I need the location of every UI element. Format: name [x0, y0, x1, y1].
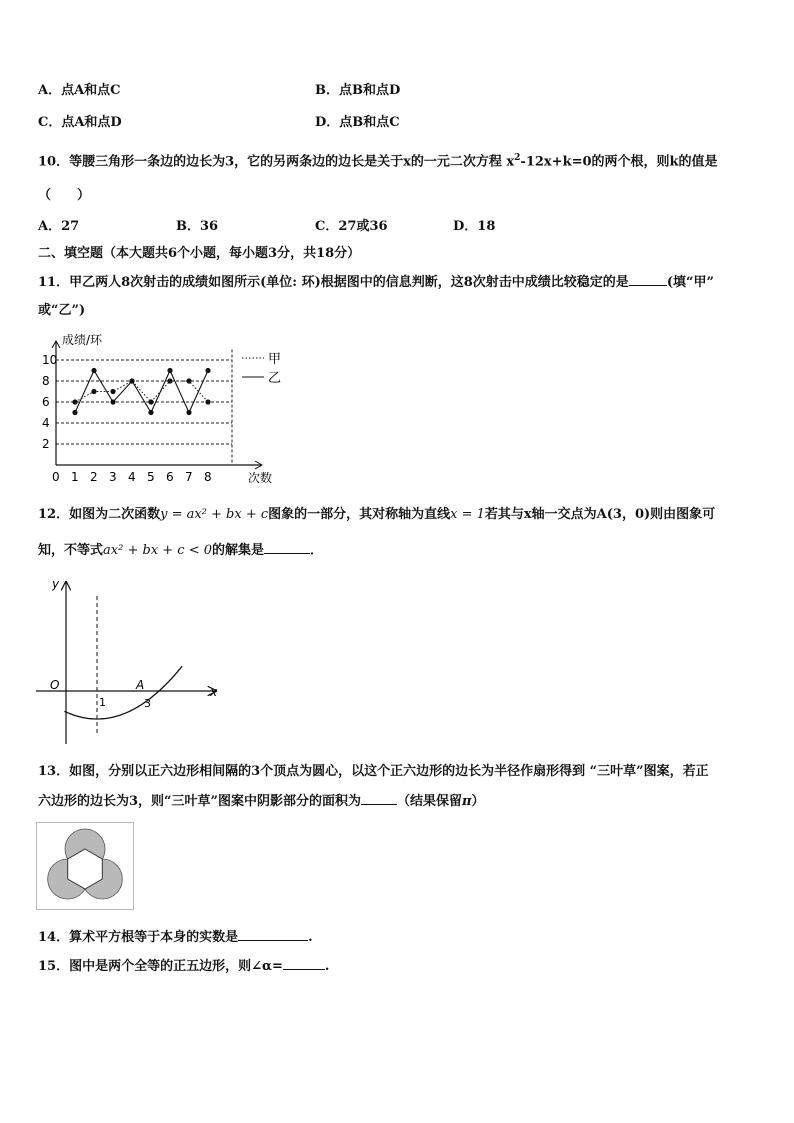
q10-option-b: B．36 — [176, 219, 219, 234]
q12-inequality: ax² + bx + c < 0 — [103, 543, 212, 558]
y-tick-label: 2 — [42, 437, 50, 451]
q14-stem: 14．算术平方根等于本身的实数是 . — [38, 927, 313, 947]
data-point-甲 — [91, 389, 96, 394]
data-point-甲 — [186, 378, 191, 383]
y-tick-label: 8 — [42, 374, 50, 388]
data-point-乙 — [186, 410, 191, 415]
q15-stem: 15．图中是两个全等的正五边形，则∠α= . — [38, 956, 329, 976]
chart-grid — [56, 350, 232, 466]
q10-answer-paren: （ ） — [38, 188, 91, 203]
y-tick-label: 6 — [42, 395, 50, 409]
chart-legend — [242, 352, 281, 386]
data-point-乙 — [205, 368, 210, 373]
q11-answer-blank[interactable] — [629, 272, 667, 286]
x-tick-label: 5 — [147, 470, 155, 484]
y-tick-label: 4 — [42, 416, 50, 430]
clover-shape — [48, 829, 123, 899]
tick-1-label: 1 — [99, 696, 106, 709]
data-point-甲 — [148, 399, 153, 404]
data-point-甲 — [110, 389, 115, 394]
legend-label-乙: 乙 — [268, 371, 282, 386]
chart-ylabel: 成绩/环 — [62, 333, 103, 347]
x-tick-label: 1 — [71, 470, 79, 484]
q9-option-c: C．点A和点D — [38, 115, 122, 130]
q12-answer-blank[interactable] — [264, 540, 310, 554]
x-tick-label: 2 — [90, 470, 98, 484]
q12-stem-line1: 12．如图为二次函数y = ax² + bx + c图象的一部分，其对称轴为直线x = 1若其与x轴一交点为A(3，0)则由图象可 — [38, 507, 716, 522]
x-tick-label: 6 — [166, 470, 174, 484]
section-heading-fill-blank: 二、填空题（本大题共6个小题，每小题3分，共18分） — [38, 246, 361, 261]
data-point-乙 — [110, 399, 115, 404]
q10-option-d: D．18 — [453, 219, 496, 234]
q13-stem-line1: 13．如图，分别以正六边形相间隔的3个顶点为圆心，以这个正六边形的边长为半径作扇形得到 “三叶草”图案，若正 — [38, 764, 709, 779]
point-a-label: A — [136, 678, 145, 692]
q11-score-chart — [36, 330, 298, 490]
q9-option-d: D．点B和点C — [315, 115, 400, 130]
legend-label-甲: 甲 — [268, 352, 282, 367]
x-tick-label: 8 — [204, 470, 212, 484]
data-point-乙 — [167, 368, 172, 373]
x-tick-label: 3 — [109, 470, 117, 484]
data-point-甲 — [72, 399, 77, 404]
data-point-甲 — [205, 399, 210, 404]
q13-stem-line2: 六边形的边长为3，则“三叶草”图案中阴影部分的面积为 （结果保留π） — [38, 791, 485, 811]
parabola-curve — [64, 666, 182, 719]
data-point-乙 — [91, 368, 96, 373]
q15-answer-blank[interactable] — [283, 956, 325, 970]
q10-stem: 10．等腰三角形一条边的边长为3，它的另两条边的边长是关于x的一元二次方程 $x^2-12x+k=0$的两个根，则k的值是 — [38, 153, 718, 170]
data-point-乙 — [148, 410, 153, 415]
y-axis-label: y — [52, 577, 60, 591]
q12-axis-equation: x = 1 — [450, 507, 485, 522]
data-point-乙 — [129, 378, 134, 383]
tick-3-label: 3 — [144, 697, 151, 710]
origin-label: O — [50, 678, 60, 692]
q12-parabola-figure — [34, 576, 224, 748]
q11-stem-line2: 或“乙”) — [38, 303, 86, 318]
q9-option-b: B．点B和点D — [315, 83, 401, 98]
chart-series — [72, 368, 210, 415]
q13-answer-blank[interactable] — [361, 791, 397, 805]
x-tick-label: 7 — [185, 470, 193, 484]
data-point-乙 — [72, 410, 77, 415]
q14-answer-blank[interactable] — [238, 927, 308, 941]
q10-option-c: C．27或36 — [315, 219, 388, 234]
q13-clover-figure — [36, 822, 134, 910]
q9-option-a: A．点A和点C — [38, 83, 121, 98]
q10-option-a: A．27 — [38, 219, 80, 234]
data-point-甲 — [167, 378, 172, 383]
x-axis-label: x — [210, 685, 218, 699]
chart-xlabel: 次数 — [248, 471, 273, 485]
q12-equation: y = ax² + bx + c — [160, 507, 269, 522]
q11-stem-line1: 11．甲乙两人8次射击的成绩如图所示(单位: 环)根据图中的信息判断，这8次射击中成绩比较稳定的是 (填“甲” — [38, 272, 714, 292]
x-tick-label: 4 — [128, 470, 136, 484]
y-tick-label: 10 — [42, 353, 58, 367]
q12-stem-line2: 知，不等式ax² + bx + c < 0的解集是 ． — [38, 540, 323, 560]
x-tick-label: 0 — [52, 470, 60, 484]
